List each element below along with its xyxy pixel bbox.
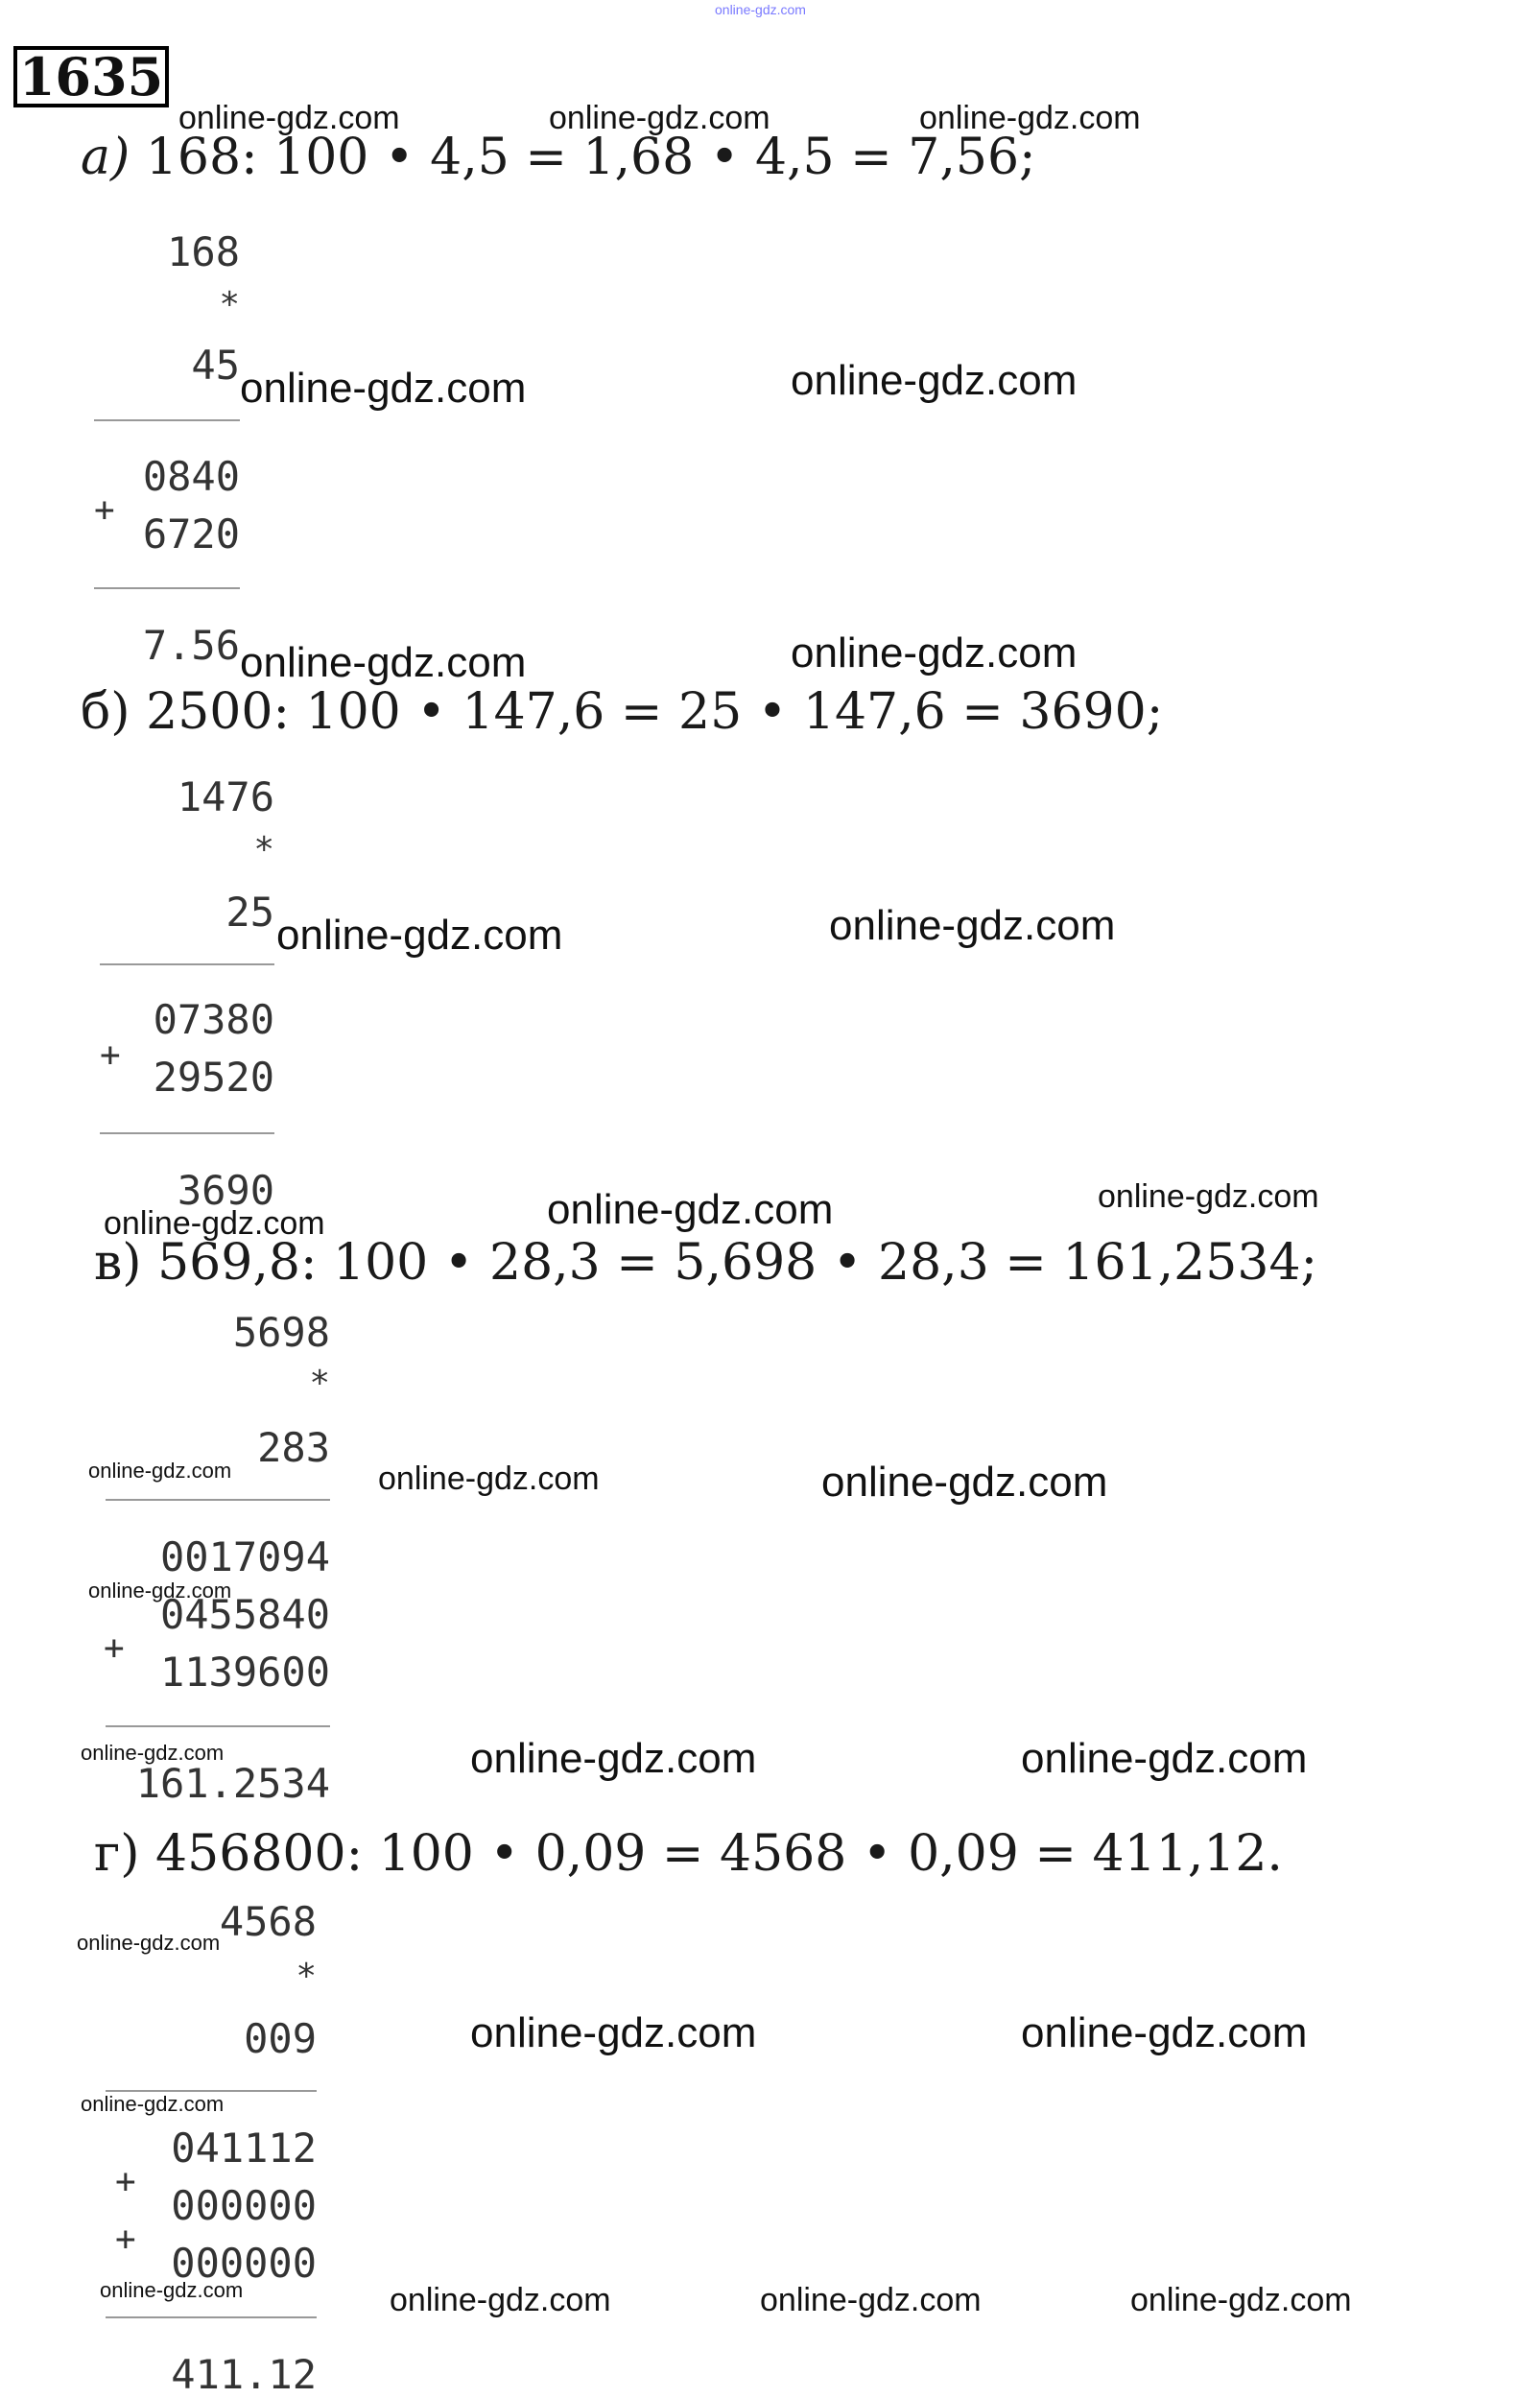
- factor1-c: 5698: [232, 1309, 330, 1356]
- watermark: online-gdz.com: [276, 912, 563, 959]
- watermark: online-gdz.com: [470, 2009, 757, 2056]
- watermark: online-gdz.com: [77, 1931, 221, 1955]
- factor2-b: 25: [225, 889, 274, 936]
- factor2-d: 009: [244, 2015, 317, 2062]
- multiply-sign-a: *: [219, 285, 240, 324]
- divider-line: [100, 1132, 274, 1134]
- watermark: online-gdz.com: [821, 1459, 1108, 1506]
- partial-b-2: 29520: [153, 1054, 274, 1101]
- factor1-b: 1476: [177, 773, 274, 820]
- watermark: online-gdz.com: [104, 1205, 325, 1242]
- partial-d-3: 000000: [171, 2240, 317, 2287]
- multiply-sign-d: *: [296, 1957, 317, 1996]
- result-c: 161.2534: [135, 1760, 330, 1807]
- partial-c-2: 0455840: [159, 1591, 330, 1638]
- partial-d-2: 000000: [171, 2182, 317, 2229]
- watermark: online-gdz.com: [81, 2092, 225, 2116]
- factor1-a: 168: [167, 228, 240, 275]
- partial-a-1: 0840: [142, 453, 240, 500]
- task-number: 1635: [13, 46, 169, 107]
- partial-b-1: 07380: [153, 996, 274, 1043]
- watermark: online-gdz.com: [1098, 1178, 1319, 1215]
- watermark: online-gdz.com: [1130, 2282, 1352, 2318]
- watermark: online-gdz.com: [88, 1579, 232, 1603]
- multiply-sign-b: *: [253, 830, 274, 869]
- watermark: online-gdz.com: [1021, 2009, 1308, 2056]
- equation-b: б) 2500: 100 • 147,6 = 25 • 147,6 = 3690;: [81, 683, 1164, 741]
- plus-sign-b: +: [100, 1035, 121, 1075]
- partial-c-3: 1139600: [159, 1649, 330, 1696]
- partial-c-1: 0017094: [159, 1533, 330, 1580]
- watermark: online-gdz.com: [549, 100, 770, 136]
- factor1-d: 4568: [219, 1898, 317, 1945]
- factor2-a: 45: [191, 342, 240, 389]
- equation-a: [81, 129, 1036, 186]
- result-a: 7.56: [142, 622, 240, 669]
- divider-line: [106, 2316, 317, 2318]
- watermark: online-gdz.com: [547, 1186, 834, 1233]
- equation-d: г) 456800: 100 • 0,09 = 4568 • 0,09 = 411,12.: [94, 1825, 1283, 1883]
- result-b: 3690: [177, 1167, 274, 1214]
- watermark: online-gdz.com: [100, 2278, 244, 2302]
- plus-sign-d: +: [115, 2162, 136, 2201]
- watermark: online-gdz.com: [919, 100, 1141, 136]
- partial-a-2: 6720: [142, 510, 240, 558]
- watermark: online-gdz.com: [81, 1741, 225, 1765]
- watermark: online-gdz.com: [1021, 1735, 1308, 1782]
- divider-line: [106, 1499, 330, 1501]
- header-watermark: online-gdz.com: [715, 2, 806, 17]
- factor2-c: 283: [257, 1424, 330, 1471]
- equation-c: в) 569,8: 100 • 28,3 = 5,698 • 28,3 = 161,2534;: [94, 1234, 1318, 1292]
- equation-a-text: 168: 100 • 4,5 = 1,68 • 4,5 = 7,56;: [130, 129, 1036, 186]
- multiply-sign-c: *: [309, 1364, 330, 1403]
- watermark: online-gdz.com: [829, 902, 1116, 949]
- watermark: online-gdz.com: [240, 639, 527, 686]
- divider-line: [94, 587, 240, 589]
- divider-line: [106, 1725, 330, 1727]
- watermark: online-gdz.com: [178, 100, 400, 136]
- divider-line: [94, 419, 240, 421]
- watermark: online-gdz.com: [378, 1460, 600, 1497]
- part-label-a: а): [81, 129, 130, 186]
- watermark: online-gdz.com: [390, 2282, 611, 2318]
- partial-d-1: 041112: [171, 2125, 317, 2172]
- watermark: online-gdz.com: [791, 629, 1078, 677]
- plus-sign-a: +: [94, 490, 115, 530]
- plus-sign-c: +: [104, 1628, 125, 1668]
- result-d: 411.12: [171, 2351, 317, 2398]
- watermark: online-gdz.com: [470, 1735, 757, 1782]
- plus-sign-d: +: [115, 2220, 136, 2259]
- watermark: online-gdz.com: [791, 357, 1078, 404]
- watermark: online-gdz.com: [240, 365, 527, 412]
- watermark: online-gdz.com: [88, 1459, 232, 1483]
- divider-line: [100, 963, 274, 965]
- watermark: online-gdz.com: [760, 2282, 982, 2318]
